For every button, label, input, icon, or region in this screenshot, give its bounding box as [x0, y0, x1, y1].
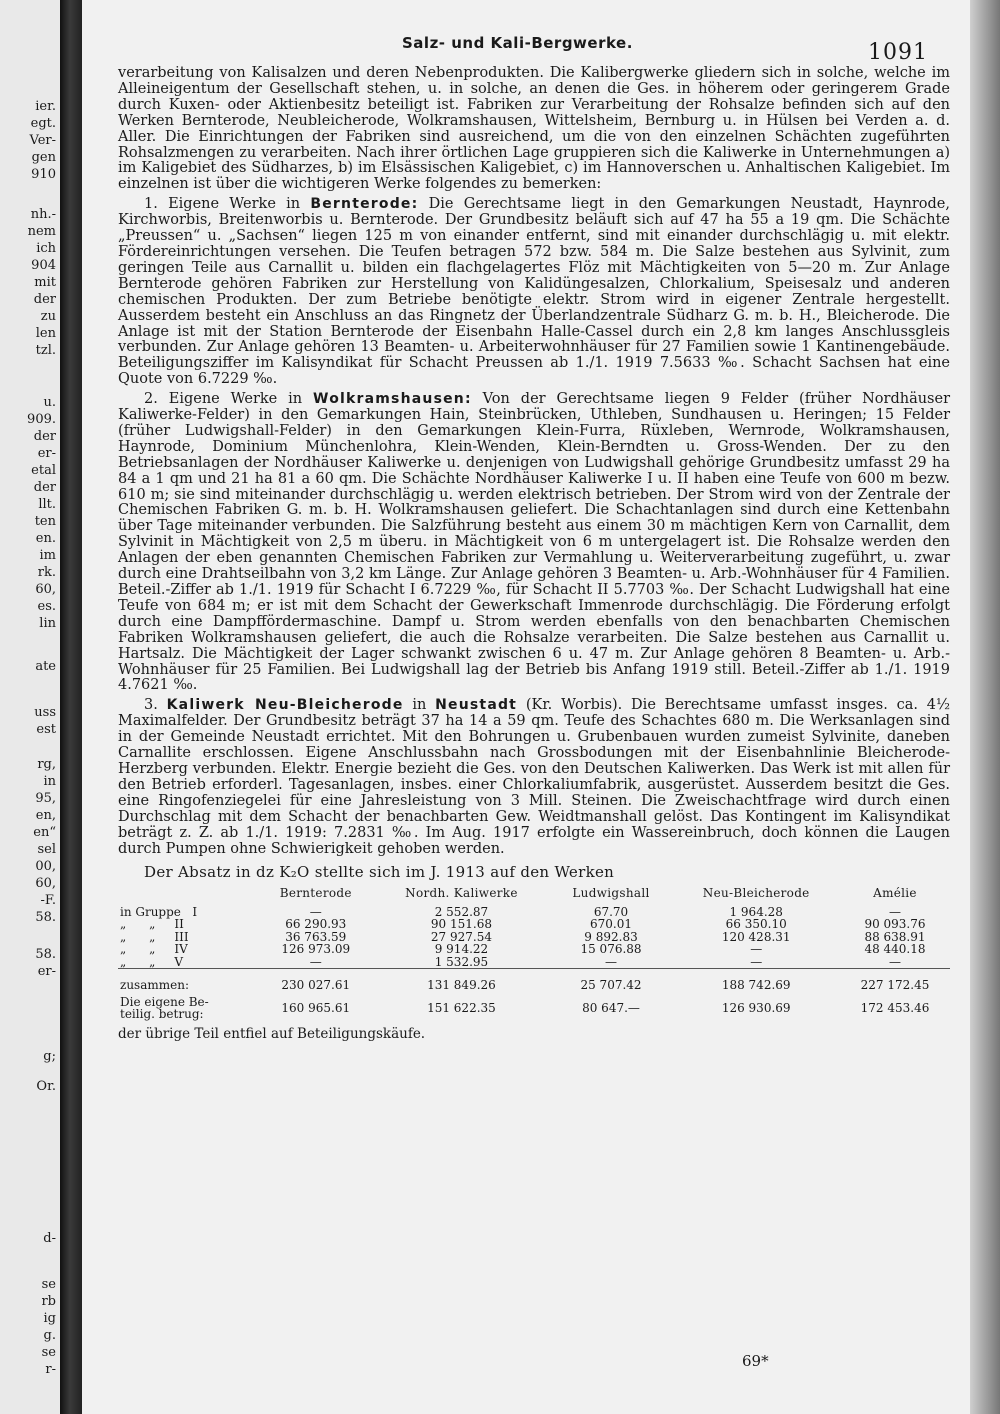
table-cell: 227 172.45 [840, 969, 950, 992]
section-connector: in [412, 697, 427, 714]
table-cell: 160 965.61 [281, 1001, 351, 1016]
left-fragment: rk. [37, 565, 56, 580]
left-fragment: Or. [36, 1079, 56, 1094]
table-cell: — [750, 942, 763, 957]
left-fragment: es. [37, 599, 56, 614]
table-cell: 2 552.87 [434, 904, 489, 919]
table-cell: 120 428.31 [721, 929, 791, 944]
table-cell: 36 763.59 [285, 929, 347, 944]
section-text: Die Gerechtsame liegt in den Gemarkungen Neustadt, Haynrode, Kirchworbis, Breitenworbis u. Bernterode. Der Grundbesitz beläuft sich auf 47 ha 55 a 19 qm. Die Schächte „Preussen“ u. „Sachsen“ liegen 125 m von einander entfernt, sind mit einander durchschlägig u. mit elektr. Fördereinrichtungen versehen. Die Teufen betragen 572 bzw. 584 m. Die Salze bestehen aus Sylvinit, zum geringen Teile aus Carnallit u. bilden ein flachgelagertes Flöz mit Mächtigkeiten von 5—20 m. Zur Anlage Bernterode gehören Fabriken zur Herstellung von Kalidüngesalzen, Chlorkalium, Speisesalz und anderen chemischen Produkten. Der zum Betriebe benötigte elektr. Strom wird in eigener Zentrale hergestellt. Ausserdem besteht ein Anschluss an das Ringnetz der Überlandzentrale Südharz G. m. b. H., Bleicherode. Die Anlage ist mit der Station Bernterode der Eisenbahn Halle-Cassel durch ein 2,8 km langes Anschlussgleis verbunden. Zur Anlage gehören 13 Beamten- u. Arbeiterwohnhäuser für 27 Familien sowie 1 Kantinengebäude. Beteiligungsziffer im Kalisyndikat für Schacht Preussen ab 1./1. 1919 7.5633 ‰. Schacht Sachsen hat eine Quote von 6.7229 ‰. [118, 196, 950, 388]
table-row [118, 931, 950, 944]
left-fragment: len [35, 326, 56, 341]
table-footnote: der übrige Teil entfiel auf Beteiligungskäufe. [118, 1025, 426, 1042]
row-label: „ „ V [120, 954, 184, 969]
left-fragment: r- [45, 1362, 56, 1377]
column-header: Bernterode [279, 886, 352, 901]
table-cell: 15 076.88 [580, 942, 642, 957]
table-cell: — [888, 954, 901, 969]
running-head: Salz- und Kali-Bergwerke. [402, 34, 633, 52]
left-fragment: 95, [35, 791, 56, 806]
section-bernterode [118, 197, 950, 388]
left-fragment: rg, [37, 757, 56, 772]
left-fragment: der [33, 292, 56, 307]
left-fragment: en. [35, 531, 56, 546]
left-fragment: 58. [35, 947, 56, 962]
adjacent-page-strip [0, 0, 60, 1414]
table-cell: 131 849.26 [373, 969, 549, 992]
left-fragment: lin [39, 616, 56, 631]
left-fragment: ich [36, 241, 56, 256]
left-fragment: mit [34, 275, 56, 290]
left-fragment: der [33, 429, 56, 444]
table-cell: 67.70 [593, 904, 629, 919]
table-cell: 1 964.28 [729, 904, 783, 919]
left-fragment: etal [31, 463, 56, 478]
table-cell: 66 350.10 [725, 917, 787, 932]
left-fragment: 910 [31, 167, 56, 182]
table-cell: 48 440.18 [864, 942, 926, 957]
page-edge [970, 0, 1000, 1414]
table-cell: 25 707.42 [550, 969, 673, 992]
table-cell: 670.01 [590, 917, 632, 932]
row-label: in Gruppe I [120, 904, 198, 919]
table-cell: 88 638.91 [864, 929, 926, 944]
table-cell: 80 647.— [582, 1001, 640, 1016]
row-label: „ „ IV [120, 942, 188, 957]
table-cell: 151 622.35 [427, 1001, 496, 1016]
left-fragment: im [39, 548, 56, 563]
left-fragment: en“ [33, 825, 56, 840]
left-fragment: se [41, 1345, 56, 1360]
sales-table [118, 885, 950, 1021]
column-header: Amélie [873, 886, 917, 901]
left-fragment: 60, [35, 582, 56, 597]
left-fragment: nh.- [30, 207, 56, 222]
section-lead: 3. [144, 697, 158, 714]
left-fragment: er- [37, 964, 56, 979]
left-fragment: ig [43, 1311, 56, 1326]
section-wolkramshausen [118, 392, 950, 694]
left-fragment: er- [37, 446, 56, 461]
section-neu-bleicherode [118, 698, 950, 857]
table-cell: 27 927.54 [430, 929, 492, 944]
book-gutter [60, 0, 82, 1414]
row-label: zusammen: [118, 969, 258, 992]
left-fragment: zu [40, 309, 56, 324]
table-row [118, 906, 950, 919]
table-cell: 172 453.46 [860, 1001, 930, 1016]
left-fragment: tzl. [35, 343, 56, 358]
table-header-row [118, 885, 950, 906]
table-cell: 90 151.68 [430, 917, 492, 932]
column-header: Neu-Bleicherode [702, 886, 810, 901]
section-text: (Kr. Worbis). Die Berechtsame umfasst insges. ca. 4½ Maximalfelder. Der Grundbesitz beträgt 37 ha 14 a 59 qm. Teufe des Schachtes 680 m. Die Werksanlagen sind in der Gemeinde Neustadt errichtet. Mit den Bohrungen u. Grubenbauen wurden zumeist Sylvinite, daneben Carnallite erschlossen. Eigene Anschlussbahn nach Grossbodungen mit der Eisenbahnlinie Bleicherode-Herzberg verbunden. Elektr. Energie bezieht die Ges. von den Deutschen Kaliwerken. Das Werk ist mit allen für den Betrieb erforderl. Tagesanlagen, insbes. einer Chlorkaliumfabrik, ausgerüstet. Ausserdem besitzt die Ges. eine Ringofenziegelei für eine Jahresleistung von 3 Mill. Steinen. Die Zweischachtfrage wird durch einen Durchschlag mit dem Schacht der benachbarten Gew. Weidtmanshall gelöst. Das Kontingent im Kalisyndikat beträgt z. Z. ab 1./1. 1919: 7.2831 ‰. Im Aug. 1917 erfolgte ein Wassereinbruch, doch können die Laugen durch Pumpen ohne Schwierigkeit gehoben werden. [118, 697, 951, 857]
row-label: „ „ II [120, 917, 184, 932]
table-cell: 188 742.69 [672, 969, 840, 992]
table-row [118, 943, 950, 956]
table-cell: 126 930.69 [721, 1001, 791, 1016]
left-fragment: llt. [38, 497, 56, 512]
section-heading: Wolkramshausen: [313, 391, 472, 408]
left-fragment: 904 [31, 258, 56, 273]
left-fragment: g. [43, 1328, 56, 1343]
table-cell: — [605, 954, 617, 969]
table-cell: 9 914.22 [434, 942, 489, 957]
left-fragment: gen [31, 150, 56, 165]
table-title: Der Absatz in dz K₂O stellte sich im J. 1913 auf den Werken [144, 863, 615, 882]
section-heading: Kaliwerk Neu-Bleicherode [166, 697, 404, 714]
left-fragment: est [36, 722, 56, 737]
left-fragment: d- [43, 1231, 56, 1246]
left-fragment: in [43, 774, 56, 789]
total-row [118, 969, 950, 992]
left-fragment: der [33, 480, 56, 495]
column-header [118, 885, 258, 906]
left-fragment: u. [43, 395, 56, 410]
table-cell: 126 973.09 [281, 942, 351, 957]
left-fragment: 00, [35, 859, 56, 874]
left-fragment: ier. [35, 99, 56, 114]
table-cell: 66 290.93 [285, 917, 347, 932]
column-header: Nordh. Kaliwerke [405, 886, 518, 901]
table-cell: 90 093.76 [864, 917, 926, 932]
left-fragment: g; [43, 1049, 56, 1064]
left-fragment: nem [27, 224, 56, 239]
left-fragment: ten [34, 514, 56, 529]
table-cell: 230 027.61 [258, 969, 373, 992]
left-fragment: Ver- [29, 133, 56, 148]
left-fragment: -F. [40, 893, 56, 908]
section-heading: Bernterode: [310, 196, 419, 213]
column-header: Ludwigshall [572, 886, 650, 901]
section-text: Von der Gerechtsame liegen 9 Felder (früher Nordhäuser Kaliwerke-Felder) in den Gemarkungen Hain, Steinbrücken, Uthleben, Sundhausen u. Heringen; 15 Felder (früher Ludwigshall-Felder) in den Gemarkungen Klein-Furra, Rüxleben, Wernrode, Wolkramshausen, Haynrode, Dominium Münchenlohra, Klein-Wenden, Klein-Berndten u. Gross-Wenden. Der zu den Betriebsanlagen der Nordhäuser Kaliwerke u. denjenigen von Ludwigshall gehörige Grundbesitz umfasst 29 ha 84 a 1 qm und 21 ha 81 a 60 qm. Die Schächte Nordhäuser Kaliwerke I u. II haben eine Teufe von 600 m bezw. 610 m; sie sind miteinander durchschlägig u. werden elektrisch betrieben. Der Strom wird von der Zentrale der Chemischen Fabriken G. m. b. H. Wolkramshausen geliefert. Die Schachtanlagen sind durch eine Kettenbahn über Tage miteinander verbunden. Die Salzführung besteht aus einem 30 m mächtigen Kern von Carnallit, dem Sylvinit in Mächtigkeit von 2,5 m überu. in Mächtigkeit von 6 m untergelagert ist. Die Rohsalze werden den Anlagen der eben genannten Chemischen Fabriken zur Vermahlung u. Weiterverarbeitung zugeführt, u. zwar durch eine Drahtseilbahn von 3,2 km Länge. Zur Anlage gehören 3 Beamten- u. Arb.-Wohnhäuser für 4 Familien. Beteil.-Ziffer ab 1./1. 1919 für Schacht I 6.7229 ‰, für Schacht II 5.7703 ‰. Der Schacht Ludwigshall hat eine Teufe von 684 m; er ist mit dem Schacht der Gewerkschaft Immenrode durchschlägig. Die Förderung erfolgt durch eine Dampffördermaschine. Dampf u. Strom werden ebenfalls von den benachbarten Chemischen Fabriken Wolkramshausen geliefert, die auch die Rohsalze verarbeiten. Die Salze bestehen aus Carnallit u. Hartsalz. Die Mächtigkeit der Lager schwankt zwischen 6 u. 47 m. Zur Anlage gehören 8 Beamten- u. Arb.-Wohnhäuser für 25 Familien. Bei Ludwigshall lag der Betrieb bis Anfang 1919 still. Beteil.-Ziffer ab 1./1. 1919 4.7621 ‰. [118, 391, 951, 694]
table-cell: — [750, 954, 763, 969]
left-fragment: sel [37, 842, 56, 857]
book-page [82, 0, 970, 1414]
row-label: „ „ III [120, 929, 189, 944]
table-cell: 1 532.95 [434, 954, 489, 969]
section-lead: 2. Eigene Werke in [144, 391, 303, 408]
table-cell: — [309, 904, 322, 919]
left-fragment: uss [34, 705, 56, 720]
left-fragment: 60, [35, 876, 56, 891]
table-row [118, 918, 950, 931]
page-number: 1091 [868, 40, 928, 65]
section-heading-place: Neustadt [435, 697, 518, 714]
table-cell: 9 892.83 [584, 929, 638, 944]
left-fragment: ate [35, 659, 56, 674]
left-fragment: rb [41, 1294, 56, 1309]
row-label: Die eigene Be- teilig. betrug: [120, 994, 209, 1022]
left-fragment: egt. [30, 116, 56, 131]
table-cell: — [888, 904, 901, 919]
table-cell: — [309, 954, 322, 969]
left-fragment: 58. [35, 910, 56, 925]
intro-paragraph: verarbeitung von Kalisalzen und deren Nebenprodukten. Die Kalibergwerke gliedern sich in solche, welche im Alleineigentum der Gesellschaft stehen, u. in solche, an denen die Ges. in höherem oder geringerem Grade durch Kuxen- oder Aktienbesitz beteiligt ist. Fabriken zur Verarbeitung der Rohsalze befinden sich auf den Werken Bernterode, Neubleicherode, Wolkramshausen, Wittelsheim, Bernburg u. in Hülsen bei Verden a. d. Aller. Die Einrichtungen der Fabriken sind ausreichend, um die von den einzelnen Schächten zugeführten Rohsalzmengen zu verarbeiten. Nach ihrer örtlichen Lage gruppieren sich die Kaliwerke in Unternehmungen a) im Kaligebiet des Südharzes, b) im Elsässischen Kaligebiet, c) im Hannoverschen u. Anhaltischen Kaligebiet. Im einzelnen ist über die wichtigeren Werke folgendes zu bemerken: [118, 65, 950, 193]
left-fragment: 909. [27, 412, 56, 427]
left-fragment: se [41, 1277, 56, 1292]
own-share-row [118, 992, 950, 1021]
body-text [118, 66, 950, 1043]
section-lead: 1. Eigene Werke in [144, 196, 301, 213]
left-fragment: en, [35, 808, 56, 823]
table-row [118, 956, 950, 969]
signature-mark: 69* [742, 1352, 769, 1370]
